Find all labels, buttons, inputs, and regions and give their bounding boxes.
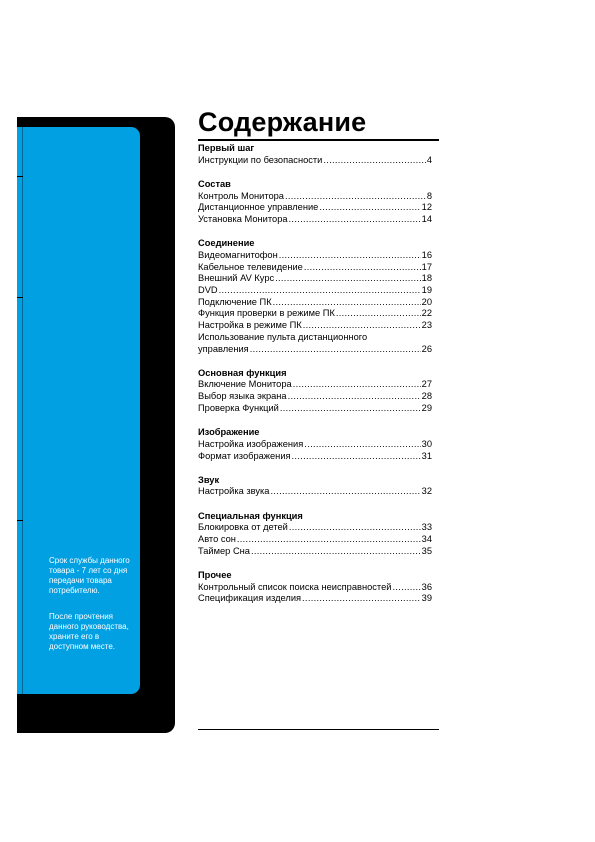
toc-entry [198, 214, 432, 226]
dot-leader [273, 297, 421, 309]
toc-entry [198, 262, 432, 274]
toc-entry-page-number: 20 [421, 296, 432, 307]
dot-leader [303, 320, 421, 332]
toc-entry-label: Настройка звука [198, 486, 270, 497]
toc-entry [198, 439, 432, 451]
toc-section-heading: Специальная функция [198, 510, 303, 521]
toc-entry-page-number: 8 [426, 190, 432, 201]
dot-leader [336, 308, 421, 320]
toc-entry-page-number: 12 [421, 202, 432, 213]
dot-leader [237, 534, 421, 546]
toc-section [198, 427, 432, 462]
toc-entry-label: Авто сон [198, 534, 236, 545]
dot-leader [279, 250, 421, 262]
toc-entry-page-number: 19 [421, 285, 432, 296]
dot-leader [285, 191, 426, 203]
toc-entry-label: Инструкции по безопасности [198, 154, 323, 165]
side-notes [49, 556, 131, 668]
toc-entry [198, 593, 432, 605]
dot-leader [289, 214, 421, 226]
toc-entry-label: Проверка Функций [198, 402, 279, 413]
toc-section [198, 368, 432, 415]
side-tick-mark [17, 297, 23, 298]
toc-entry [198, 451, 432, 463]
toc-entry-page-number: 27 [421, 379, 432, 390]
dot-leader [323, 155, 425, 167]
toc-entry-page-number: 4 [426, 154, 432, 165]
keep-manual-note: После прочтения данного руководства, храните его в доступном месте. [49, 612, 129, 651]
toc-entry-page-number: 28 [421, 391, 432, 402]
dot-leader [392, 582, 420, 594]
toc-entry-page-number: 34 [421, 534, 432, 545]
toc-entry [198, 273, 432, 285]
toc-section-heading: Звук [198, 474, 220, 485]
toc-entry-page-number: 33 [421, 522, 432, 533]
toc-section [198, 570, 432, 605]
dot-leader [319, 202, 420, 214]
toc-entry [198, 308, 432, 320]
toc-entry-page-number: 30 [421, 438, 432, 449]
toc-entry-page-number: 18 [421, 273, 432, 284]
toc-entry-label: Внешний AV Курс [198, 273, 275, 284]
side-tick-mark [17, 176, 23, 177]
toc-entry [198, 582, 432, 594]
toc-entry-label: Видеомагнитофон [198, 250, 278, 260]
toc-entry-page-number: 32 [421, 486, 432, 497]
dot-leader [304, 262, 421, 274]
toc-entry [198, 332, 432, 355]
toc-entry-label: Формат изображения [198, 450, 291, 461]
toc-entry [198, 546, 432, 558]
toc-entry [198, 250, 432, 262]
service-life-note: Срок службы данного товара - 7 лет со дня передачи товара потребителю. [49, 556, 130, 595]
toc-entry [198, 155, 432, 167]
dot-leader [302, 593, 421, 605]
toc-entry [198, 285, 432, 297]
dot-leader [288, 391, 421, 403]
toc-entry-label: Включение Монитора [198, 379, 292, 390]
toc-entry [198, 522, 432, 534]
toc-entry [198, 297, 432, 309]
dot-leader [275, 273, 421, 285]
toc-entry-label: Выбор языка экрана [198, 391, 287, 402]
toc-entry [198, 486, 432, 498]
toc-entry [198, 534, 432, 546]
toc-entry-label-line [198, 344, 432, 356]
dot-leader [289, 522, 421, 534]
toc-entry-label: Дистанционное управление [198, 202, 319, 213]
toc-section-heading: Изображение [198, 427, 260, 438]
toc-section [198, 179, 432, 226]
toc-entry-label: Блокировка от детей [198, 522, 288, 533]
toc-entry-page-number: 36 [421, 581, 432, 592]
side-tick-mark [17, 520, 23, 521]
toc-entry-label: Функция проверки в режиме ПК [198, 308, 335, 319]
toc-entry [198, 202, 432, 214]
toc-entry-label: Таймер Сна [198, 545, 250, 556]
toc-entry-page-number: 23 [421, 320, 432, 331]
toc-entry-label: Установка Монитора [198, 214, 288, 225]
title-rule [198, 139, 439, 141]
toc-section-heading: Соединение [198, 238, 255, 249]
toc-entry-page-number: 17 [421, 261, 432, 272]
side-panel-edge-line [22, 127, 23, 694]
toc-section-heading: Прочее [198, 570, 232, 581]
toc-entry-label: управления [198, 343, 249, 354]
toc-section [198, 511, 432, 558]
toc-entry [198, 191, 432, 203]
toc-section [198, 143, 432, 166]
toc-entry-label: Контроль Монитора [198, 190, 284, 201]
toc-entry-label: Контрольный список поиска неисправностей [198, 581, 392, 592]
toc-entry-label: DVD [198, 285, 218, 296]
toc-entry [198, 379, 432, 391]
toc-entry [198, 403, 432, 415]
toc-entry-page-number: 22 [421, 308, 432, 319]
toc-entry-label-line: Использование пульта дистанционного [198, 331, 368, 342]
dot-leader [251, 546, 421, 558]
toc-entry-page-number: 14 [421, 214, 432, 225]
toc-entry [198, 320, 432, 332]
dot-leader [293, 379, 421, 391]
dot-leader [280, 403, 421, 415]
dot-leader [219, 285, 421, 297]
toc-section [198, 475, 432, 498]
toc-entry-label: Спецификация изделия [198, 593, 302, 604]
dot-leader [304, 439, 420, 451]
toc-entry-label: Настройка изображения [198, 438, 304, 449]
toc-entry-label: Настройка в режиме ПК [198, 320, 302, 331]
toc-entry-label: Подключение ПК [198, 296, 272, 307]
toc-section-heading: Состав [198, 178, 231, 189]
toc-entry-page-number: 16 [421, 250, 432, 260]
dot-leader [270, 486, 420, 498]
table-of-contents [198, 143, 432, 618]
toc-section-heading: Первый шаг [198, 143, 255, 153]
toc-entry-page-number: 26 [421, 343, 432, 354]
toc-entry-page-number: 39 [421, 593, 432, 604]
toc-entry-page-number: 29 [421, 402, 432, 413]
dot-leader [250, 344, 421, 356]
toc-section [198, 238, 432, 355]
toc-entry-page-number: 31 [421, 450, 432, 461]
page-title: Содержание [198, 107, 367, 137]
toc-entry [198, 391, 432, 403]
dot-leader [292, 451, 421, 463]
toc-entry-page-number: 35 [421, 545, 432, 556]
toc-section-heading: Основная функция [198, 367, 287, 378]
bottom-rule [198, 729, 439, 730]
toc-entry-label: Кабельное телевидение [198, 261, 303, 272]
